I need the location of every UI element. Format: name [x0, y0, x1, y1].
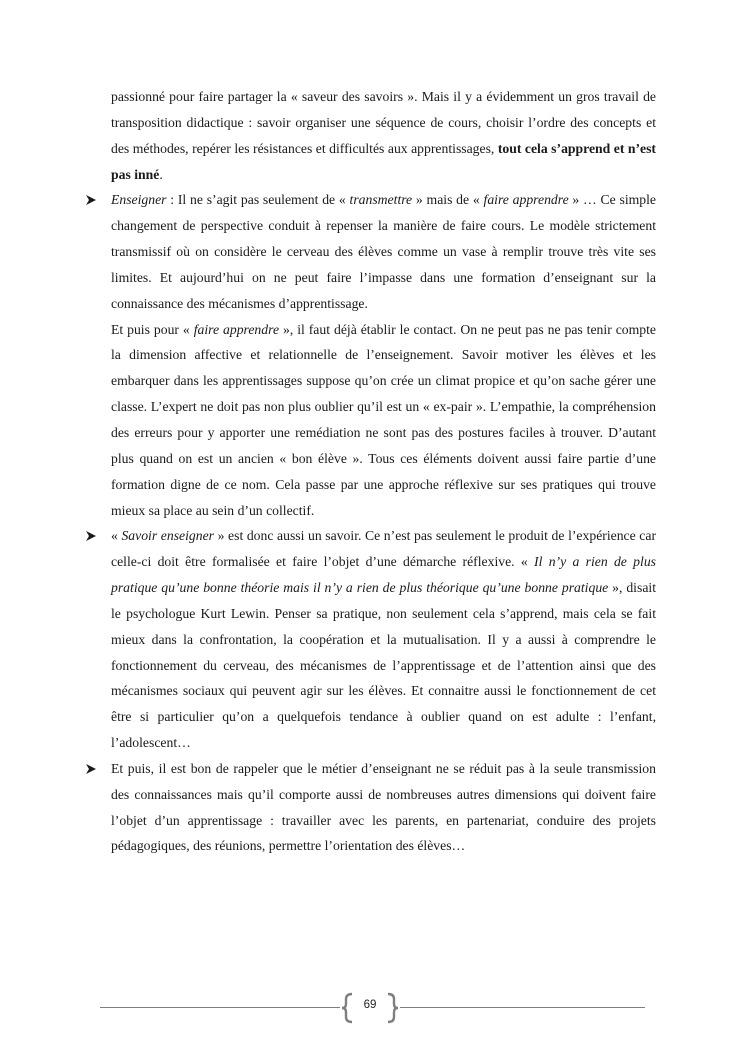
bullet-item-metier — [111, 756, 656, 859]
paragraph-enseigner — [111, 187, 656, 316]
italic-term: faire apprendre — [193, 321, 280, 337]
paragraph-savoir-enseigner — [111, 523, 656, 756]
text-span: » … Ce simple changement de perspective conduit à repenser la manière de faire cours. Le modèle strictement transmissif où on considère le cerveau des élèves comme un vase à remplir trouve très vite ses limites. Et aujourd’hui on ne peut faire l’impasse dans une formation d’enseignant sur la connaissance des mécanismes d’apprentissage. — [111, 192, 657, 311]
page-footer — [100, 992, 645, 1024]
text-span: » est donc aussi un savoir. Ce n’est pas seulement le produit de l’expérience car celle-ci doit être formalisée et faire l’objet d’une démarche réflexive. « — [111, 528, 657, 570]
arrow-bullet-icon — [85, 756, 99, 782]
italic-term: Savoir enseigner — [121, 528, 214, 544]
text-span: », il faut déjà établir le contact. On ne peut pas ne pas tenir compte la dimension affective et relationnelle de l’enseignement. Savoir motiver les élèves et les embarquer dans les apprentissages suppose qu’on crée un climat propice et qu’on sache gérer une classe. L’expert ne doit pas non plus oublier qu’il est un « ex-pair ». L’empathie, la compréhension des erreurs pour y apporter une remédiation ne sont pas des postures faciles à trouver. D’autant plus quand on est un ancien « bon élève ». Tous ces éléments doivent aussi faire partie d’une formation digne de ce nom. Cela passe par une approche réflexive sur ses pratiques qui trouve mieux sa place au sein d’un collectif. — [111, 321, 656, 518]
text-span: passionné pour faire partager la « saveur des savoirs ». Mais il y a évidemment un gros travail de transposition didactique : savoir organiser une séquence de cours, choisir l’ordre des concepts et des méthodes, repérer les résistances et difficultés aux apprentissages, — [111, 89, 656, 156]
text-span: « — [111, 528, 122, 544]
italic-term: faire apprendre — [483, 192, 569, 208]
bullet-item-savoir-enseigner — [111, 523, 656, 756]
bullet-item-enseigner — [111, 187, 656, 316]
italic-term: Enseigner — [111, 192, 167, 208]
arrow-bullet-icon — [85, 187, 99, 213]
text-span: Et puis, il est bon de rappeler que le métier d’enseignant ne se réduit pas à la seule transmission des connaissances mais qu’il comporte aussi de nombreuses autres dimensions qui doivent faire l’objet d’un apprentissage : travailler avec les parents, en partenariat, conduire des projets pédagogiques, des réunions, permettre l’orientation des élèves… — [111, 760, 656, 854]
paragraph-metier — [111, 756, 656, 859]
bold-emphasis: tout cela s’apprend et n’est pas inné — [111, 140, 656, 182]
text-span: : Il ne s’agit pas seulement de « — [166, 192, 350, 208]
footer-rule-left — [100, 1007, 340, 1008]
footer-rule-right — [400, 1007, 645, 1008]
paragraph-faire-apprendre — [111, 317, 656, 524]
document-body — [111, 84, 656, 859]
italic-term: transmettre — [349, 192, 413, 208]
text-span: . — [159, 166, 163, 182]
text-span: Et puis pour « — [111, 321, 194, 337]
text-span: », disait le psychologue Kurt Lewin. Penser sa pratique, non seulement cela s’apprend, mais cela se fait mieux dans la confrontation, la coopération et la mutualisation. Il y a aussi à comprendre le fonctionnement du cerveau, des mécanismes de l’apprentissage et de l’attention ainsi que des mécanismes sociaux qui peuvent agir sur les élèves. Et connaitre aussi le fonctionnement de cet être si particulier qu’on a quelquefois tendance à oublier quand on est adulte : l’enfant, l’adolescent… — [111, 580, 656, 751]
text-span: » mais de « — [412, 192, 484, 208]
paragraph-intro-continuation — [111, 84, 656, 187]
arrow-bullet-icon — [85, 523, 99, 549]
page-number: 69 — [363, 999, 377, 1011]
italic-quote: Il n’y a rien de plus pratique qu’une bonne théorie mais il n’y a rien de plus théorique qu’une bonne pratique — [111, 554, 656, 596]
